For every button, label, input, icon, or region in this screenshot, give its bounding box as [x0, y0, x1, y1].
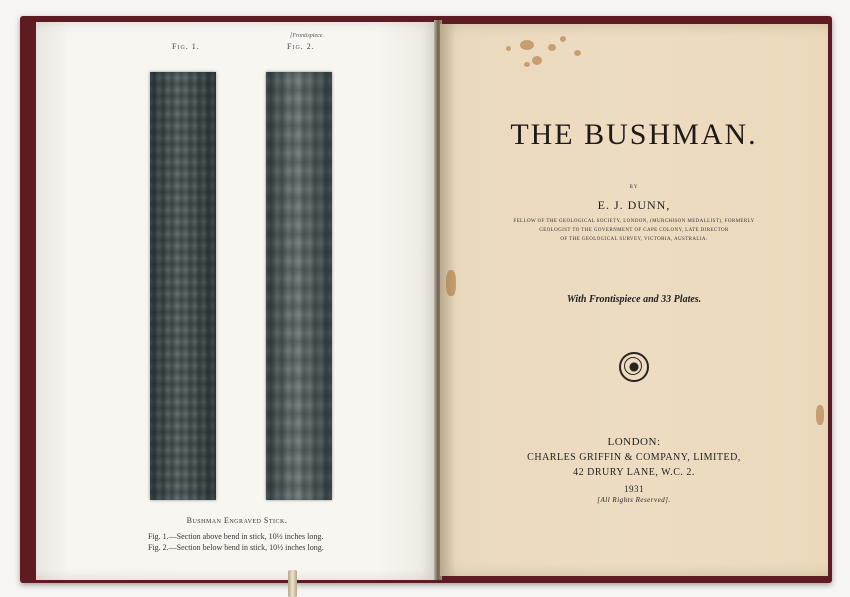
engraved-stick-photo-fig2: [266, 72, 332, 500]
author-credentials-line-3: OF THE GEOLOGICAL SURVEY, VICTORIA, AUSTRALIA.: [560, 237, 708, 242]
by-label: BY: [629, 185, 639, 190]
frontispiece-label: [Frontispiece.: [290, 33, 324, 39]
author-name: E. J. DUNN,: [597, 198, 671, 212]
engraved-stick-photo-fig1: [150, 72, 216, 500]
rights-notice: [All Rights Reserved].: [597, 496, 671, 504]
author-credentials-line-1: FELLOW OF THE GEOLOGICAL SOCIETY, LONDON, (MURCHISON MEDALLIST), FORMERLY: [513, 219, 755, 224]
plate-caption-title: Bushman Engraved Stick.: [186, 516, 288, 525]
publisher-emblem-icon: [619, 352, 649, 382]
plate-caption-line-1: Fig. 1.—Section above bend in stick, 10½ inches long.: [148, 532, 324, 541]
publisher-place: LONDON:: [607, 436, 661, 448]
bookmark-ribbon: [288, 570, 297, 597]
left-page: [36, 22, 438, 580]
publication-year: 1931: [624, 484, 644, 494]
fig1-label: Fig. 1.: [172, 42, 200, 51]
plates-note: With Frontispiece and 33 Plates.: [566, 294, 702, 305]
book-title: THE BUSHMAN.: [510, 118, 758, 151]
publisher-name: CHARLES GRIFFIN & COMPANY, LIMITED,: [527, 452, 741, 463]
author-credentials-line-2: GEOLOGIST TO THE GOVERNMENT OF CAPE COLONY, LATE DIRECTOR: [539, 228, 729, 233]
plate-caption-line-2: Fig. 2.—Section below bend in stick, 10½ inches long.: [148, 543, 324, 552]
publisher-address: 42 DRURY LANE, W.C. 2.: [573, 467, 695, 478]
fig2-label: Fig. 2.: [287, 42, 315, 51]
